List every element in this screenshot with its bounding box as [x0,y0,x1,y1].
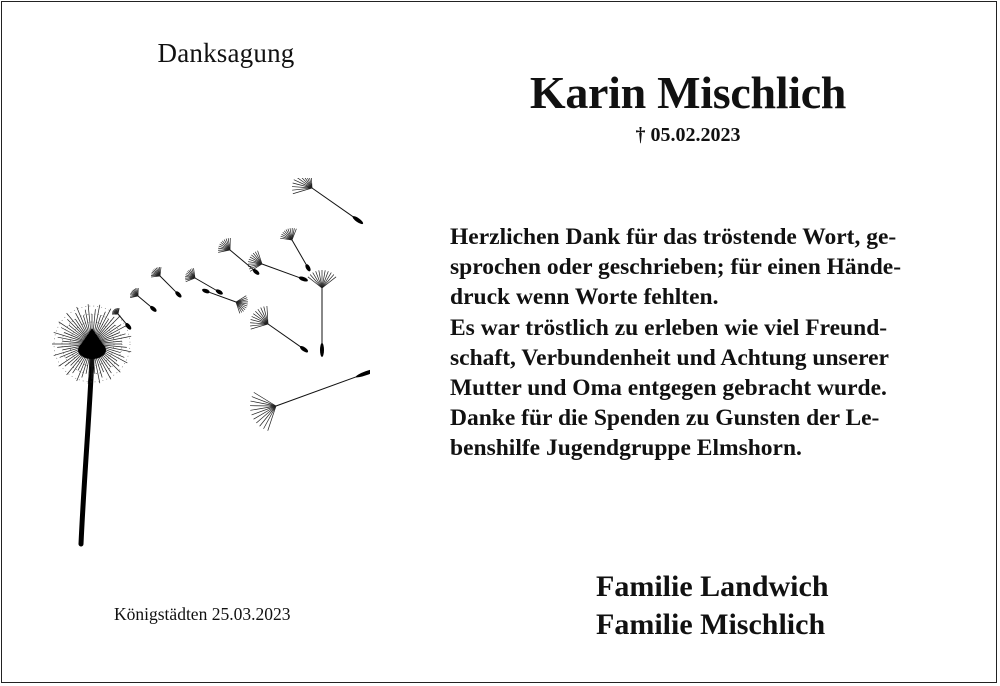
dandelion-seed [149,265,186,302]
seed-stalk [268,324,301,347]
place-date: Königstädten 25.03.2023 [114,604,291,624]
seed-body [352,215,365,225]
signatures [596,568,916,644]
seed-body [201,288,210,294]
dandelion-seed [182,266,226,301]
seed-tuft-filament [250,397,276,414]
seed-stalk [118,314,126,323]
message-line: Danke für die Spenden zu Gunsten der Le- [450,405,880,432]
seed-stalk [262,264,300,278]
dandelion-seed [128,286,161,316]
signature-line: Familie Landwich [596,570,829,603]
message-line: Herzlichen Dank für das tröstende Wort, ge- [450,224,897,250]
dandelion-seed [199,281,251,315]
message-line: schaft, Verbundenheit und Achtung unserer [450,344,889,371]
seed-stalk [160,276,176,292]
message-line: druck wenn Worte fehlten. [450,284,719,311]
seed-body [298,276,308,283]
seed-stalk [292,240,306,264]
seed-body [355,368,370,379]
dandelion-seed [278,225,318,276]
death-date: † 05.02.2023 [635,124,741,146]
dandelion-seed [245,302,316,363]
message-line: Mutter und Oma entgegen gebracht wurde. [450,375,887,402]
seed-stalk [312,188,355,218]
seed-stalk [276,375,362,406]
seed-stalk [210,292,236,302]
dandelion-stem [81,356,92,544]
message-line: benshilfe Jugendgruppe Elmshorn. [450,435,802,462]
deceased-name: Karin Mischlich [529,67,847,118]
seed-body [304,263,311,272]
seed-stalk [195,278,216,290]
dandelion-seed [287,178,370,237]
seed-body [320,343,324,357]
flying-seeds [111,178,370,434]
dandelion-seed [111,306,135,332]
message-line: sprochen oder geschrieben; für einen Hände- [450,254,902,281]
seed-tuft-filament [224,238,236,250]
message-line: Es war tröstlich zu erleben wie viel Freund- [450,314,888,341]
dandelion-icon [40,178,370,550]
thank-you-message [450,222,960,464]
notice-heading: Danksagung [157,38,295,68]
signature-line: Familie Mischlich [596,608,826,641]
dandelion-seed [308,270,336,357]
obituary-card [1,1,997,683]
dandelion-seed [245,350,370,434]
seed-stalk [138,296,150,306]
